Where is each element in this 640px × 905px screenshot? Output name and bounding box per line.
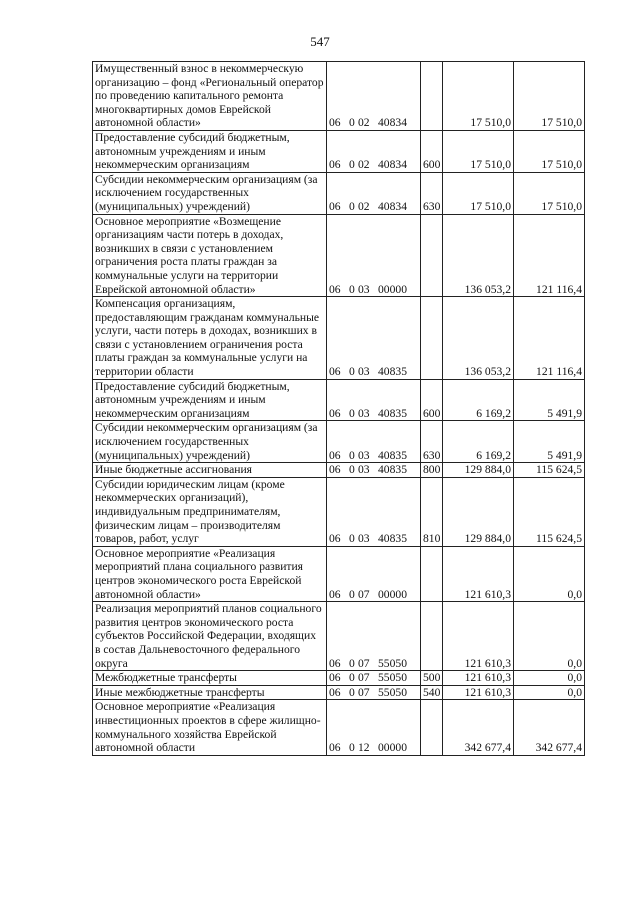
table-row: [93, 297, 585, 380]
code-program: 06: [329, 282, 341, 296]
target-article-code: [327, 421, 421, 463]
target-article-code: [327, 546, 421, 601]
amount-year-1: 6 169,2: [443, 379, 514, 421]
amount-year-2: 115 624,5: [514, 463, 585, 478]
code-subprogram: 0: [349, 365, 355, 379]
expense-type-code: 630: [421, 421, 443, 463]
target-article-code: [327, 671, 421, 686]
code-program: 06: [329, 741, 341, 755]
code-direction: 00000: [378, 741, 407, 755]
code-direction: 40835: [378, 365, 407, 379]
code-event: 02: [358, 199, 370, 213]
expense-name: Субсидии некоммерческим организациям (за исключением государственных (муниципальных) учреждений): [93, 172, 327, 214]
expense-type-code: [421, 214, 443, 297]
target-article-code: [327, 130, 421, 172]
target-article-code: [327, 172, 421, 214]
expense-type-code: 540: [421, 685, 443, 700]
code-event: 03: [358, 463, 370, 477]
budget-table-body: [93, 62, 585, 756]
code-event: 03: [358, 406, 370, 420]
code-event: 07: [358, 685, 370, 699]
code-subprogram: 0: [349, 532, 355, 546]
code-subprogram: 0: [349, 199, 355, 213]
code-program: 06: [329, 448, 341, 462]
target-article-code: [327, 297, 421, 380]
table-row: [93, 421, 585, 463]
amount-year-2: 115 624,5: [514, 477, 585, 546]
expense-name: Компенсация организациям, предоставляющим гражданам коммунальные услуги, части потерь в доходах, возникших в связи с установлением ограничения роста платы граждан за коммунальные услуги на территории области: [93, 297, 327, 380]
code-direction: 40835: [378, 463, 407, 477]
amount-year-1: 6 169,2: [443, 421, 514, 463]
amount-year-1: 136 053,2: [443, 214, 514, 297]
budget-table: [92, 61, 585, 756]
table-row: [93, 671, 585, 686]
code-event: 03: [358, 282, 370, 296]
code-direction: 55050: [378, 656, 407, 670]
amount-year-1: 129 884,0: [443, 477, 514, 546]
code-event: 07: [358, 587, 370, 601]
code-program: 06: [329, 656, 341, 670]
expense-name: Основное мероприятие «Реализация инвестиционных проектов в сфере жилищно-коммунального хозяйства Еврейской автономной области: [93, 700, 327, 755]
code-event: 03: [358, 448, 370, 462]
amount-year-2: 0,0: [514, 602, 585, 671]
code-subprogram: 0: [349, 671, 355, 685]
expense-type-code: 810: [421, 477, 443, 546]
code-direction: 40834: [378, 116, 407, 130]
expense-type-code: [421, 602, 443, 671]
amount-year-2: 17 510,0: [514, 172, 585, 214]
amount-year-1: 121 610,3: [443, 546, 514, 601]
amount-year-1: 121 610,3: [443, 602, 514, 671]
expense-type-code: 500: [421, 671, 443, 686]
code-subprogram: 0: [349, 158, 355, 172]
expense-type-code: 630: [421, 172, 443, 214]
code-program: 06: [329, 685, 341, 699]
target-article-code: [327, 62, 421, 131]
expense-name: Основное мероприятие «Возмещение организациям части потерь в доходах, возникших в связи с установлением ограничения роста платы граждан за коммунальные услуги на территории Еврейской автономной области»: [93, 214, 327, 297]
code-subprogram: 0: [349, 406, 355, 420]
code-program: 06: [329, 365, 341, 379]
code-direction: 55050: [378, 671, 407, 685]
amount-year-1: 17 510,0: [443, 172, 514, 214]
amount-year-1: 342 677,4: [443, 700, 514, 755]
expense-name: Иные межбюджетные трансферты: [93, 685, 327, 700]
code-subprogram: 0: [349, 282, 355, 296]
code-direction: 00000: [378, 282, 407, 296]
table-row: [93, 130, 585, 172]
target-article-code: [327, 602, 421, 671]
amount-year-2: 0,0: [514, 546, 585, 601]
expense-type-code: 600: [421, 379, 443, 421]
code-program: 06: [329, 406, 341, 420]
code-program: 06: [329, 199, 341, 213]
table-row: [93, 700, 585, 755]
code-direction: 55050: [378, 685, 407, 699]
amount-year-2: 342 677,4: [514, 700, 585, 755]
target-article-code: [327, 214, 421, 297]
code-event: 12: [358, 741, 370, 755]
code-direction: 40834: [378, 199, 407, 213]
amount-year-1: 129 884,0: [443, 463, 514, 478]
expense-type-code: [421, 700, 443, 755]
code-program: 06: [329, 116, 341, 130]
amount-year-2: 121 116,4: [514, 214, 585, 297]
code-subprogram: 0: [349, 656, 355, 670]
table-row: [93, 477, 585, 546]
code-subprogram: 0: [349, 685, 355, 699]
code-direction: 40835: [378, 406, 407, 420]
target-article-code: [327, 685, 421, 700]
code-direction: 40835: [378, 448, 407, 462]
amount-year-2: 0,0: [514, 671, 585, 686]
code-program: 06: [329, 158, 341, 172]
expense-name: Субсидии юридическим лицам (кроме некоммерческих организаций), индивидуальным предпринимателям, физическим лицам – производителям товаров, работ, услуг: [93, 477, 327, 546]
target-article-code: [327, 379, 421, 421]
page-number: 547: [310, 34, 330, 49]
amount-year-2: 5 491,9: [514, 421, 585, 463]
code-direction: 00000: [378, 587, 407, 601]
code-event: 07: [358, 656, 370, 670]
expense-type-code: [421, 546, 443, 601]
code-event: 03: [358, 365, 370, 379]
table-row: [93, 463, 585, 478]
table-row: [93, 214, 585, 297]
code-subprogram: 0: [349, 448, 355, 462]
target-article-code: [327, 477, 421, 546]
table-row: [93, 379, 585, 421]
table-row: [93, 602, 585, 671]
code-subprogram: 0: [349, 587, 355, 601]
expense-name: Основное мероприятие «Реализация мероприятий плана социального развития центров экономического роста Еврейской автономной области»: [93, 546, 327, 601]
code-program: 06: [329, 587, 341, 601]
code-direction: 40835: [378, 532, 407, 546]
code-program: 06: [329, 671, 341, 685]
target-article-code: [327, 700, 421, 755]
code-subprogram: 0: [349, 741, 355, 755]
expense-name: Межбюджетные трансферты: [93, 671, 327, 686]
expense-type-code: [421, 297, 443, 380]
code-program: 06: [329, 463, 341, 477]
expense-type-code: 600: [421, 130, 443, 172]
table-row: [93, 685, 585, 700]
amount-year-1: 121 610,3: [443, 685, 514, 700]
table-row: [93, 172, 585, 214]
expense-name: Иные бюджетные ассигнования: [93, 463, 327, 478]
code-event: 02: [358, 116, 370, 130]
code-event: 03: [358, 532, 370, 546]
amount-year-1: 17 510,0: [443, 62, 514, 131]
expense-name: Предоставление субсидий бюджетным, автономным учреждениям и иным некоммерческим организациям: [93, 130, 327, 172]
code-program: 06: [329, 532, 341, 546]
code-subprogram: 0: [349, 116, 355, 130]
expense-type-code: [421, 62, 443, 131]
code-direction: 40834: [378, 158, 407, 172]
table-row: [93, 546, 585, 601]
target-article-code: [327, 463, 421, 478]
amount-year-2: 17 510,0: [514, 130, 585, 172]
amount-year-2: 121 116,4: [514, 297, 585, 380]
table-row: [93, 62, 585, 131]
expense-name: Имущественный взнос в некоммерческую организацию – фонд «Региональный оператор по проведению капитального ремонта многоквартирных домов Еврейской автономной области»: [93, 62, 327, 131]
amount-year-1: 17 510,0: [443, 130, 514, 172]
expense-name: Предоставление субсидий бюджетным, автономным учреждениям и иным некоммерческим организациям: [93, 379, 327, 421]
expense-type-code: 800: [421, 463, 443, 478]
code-subprogram: 0: [349, 463, 355, 477]
expense-name: Субсидии некоммерческим организациям (за исключением государственных (муниципальных) учреждений): [93, 421, 327, 463]
amount-year-1: 121 610,3: [443, 671, 514, 686]
amount-year-2: 5 491,9: [514, 379, 585, 421]
code-event: 02: [358, 158, 370, 172]
amount-year-2: 17 510,0: [514, 62, 585, 131]
expense-name: Реализация мероприятий планов социального развития центров экономического роста субъектов Российской Федерации, входящих в состав Дальневосточного федерального округа: [93, 602, 327, 671]
amount-year-2: 0,0: [514, 685, 585, 700]
code-event: 07: [358, 671, 370, 685]
amount-year-1: 136 053,2: [443, 297, 514, 380]
